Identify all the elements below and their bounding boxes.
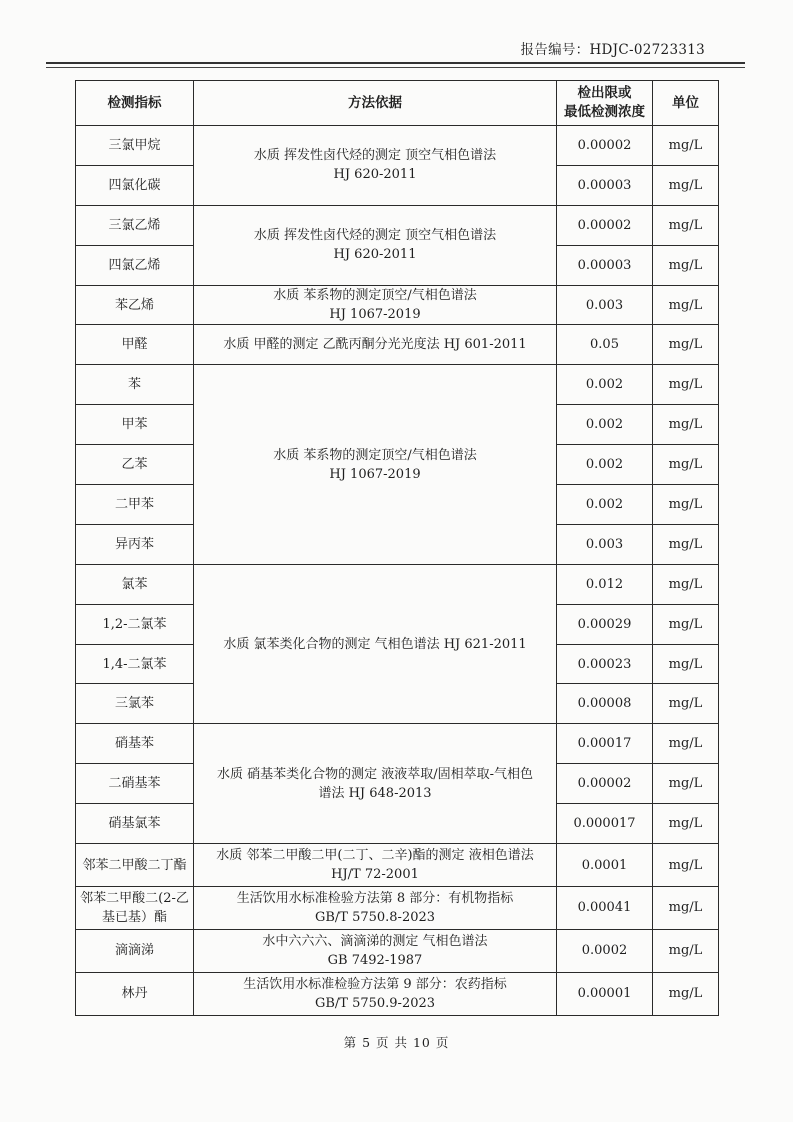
- indicator-cell: 硝基苯: [76, 724, 194, 764]
- indicator-cell: 氯苯: [76, 564, 194, 604]
- method-cell: 水质 苯系物的测定顶空/气相色谱法 HJ 1067-2019: [194, 365, 557, 564]
- method-cell: 生活饮用水标准检验方法第 9 部分：农药指标 GB/T 5750.9-2023: [194, 972, 557, 1015]
- limit-cell: 0.000017: [557, 804, 653, 844]
- table-row: [76, 929, 719, 972]
- unit-cell: mg/L: [653, 604, 719, 644]
- column-header-indicator: 检测指标: [76, 81, 194, 126]
- unit-cell: mg/L: [653, 644, 719, 684]
- page-number: 第 5 页 共 10 页: [343, 1035, 450, 1050]
- unit-cell: mg/L: [653, 886, 719, 929]
- indicator-cell: 苯乙烯: [76, 285, 194, 325]
- unit-cell: mg/L: [653, 485, 719, 525]
- indicator-cell: 甲醛: [76, 325, 194, 365]
- unit-cell: mg/L: [653, 844, 719, 887]
- indicator-cell: 三氯甲烷: [76, 126, 194, 166]
- unit-cell: mg/L: [653, 165, 719, 205]
- limit-cell: 0.002: [557, 405, 653, 445]
- unit-cell: mg/L: [653, 724, 719, 764]
- limit-cell: 0.0002: [557, 929, 653, 972]
- limit-cell: 0.00008: [557, 684, 653, 724]
- unit-cell: mg/L: [653, 564, 719, 604]
- limit-cell: 0.002: [557, 485, 653, 525]
- limit-cell: 0.002: [557, 445, 653, 485]
- table-row: [76, 365, 719, 405]
- limit-cell: 0.003: [557, 524, 653, 564]
- indicator-cell: 乙苯: [76, 445, 194, 485]
- indicator-cell: 二硝基苯: [76, 764, 194, 804]
- method-cell: 水中六六六、滴滴涕的测定 气相色谱法 GB 7492-1987: [194, 929, 557, 972]
- report-number: 报告编号：HDJC-02723313: [520, 42, 705, 58]
- unit-cell: mg/L: [653, 804, 719, 844]
- unit-cell: mg/L: [653, 764, 719, 804]
- unit-cell: mg/L: [653, 684, 719, 724]
- limit-cell: 0.00002: [557, 205, 653, 245]
- limit-cell: 0.002: [557, 365, 653, 405]
- indicator-cell: 1,2-二氯苯: [76, 604, 194, 644]
- indicator-cell: 三氯乙烯: [76, 205, 194, 245]
- method-cell: 水质 挥发性卤代烃的测定 顶空气相色谱法 HJ 620-2011: [194, 126, 557, 206]
- limit-cell: 0.00041: [557, 886, 653, 929]
- limit-cell: 0.00023: [557, 644, 653, 684]
- indicator-cell: 硝基氯苯: [76, 804, 194, 844]
- unit-cell: mg/L: [653, 524, 719, 564]
- column-header-method: 方法依据: [194, 81, 557, 126]
- unit-cell: mg/L: [653, 285, 719, 325]
- limit-cell: 0.0001: [557, 844, 653, 887]
- column-header-limit: 检出限或 最低检测浓度: [557, 81, 653, 126]
- unit-cell: mg/L: [653, 445, 719, 485]
- unit-cell: mg/L: [653, 405, 719, 445]
- unit-cell: mg/L: [653, 972, 719, 1015]
- table-row: [76, 285, 719, 325]
- method-cell: 生活饮用水标准检验方法第 8 部分：有机物指标 GB/T 5750.8-2023: [194, 886, 557, 929]
- indicator-cell: 邻苯二甲酸二丁酯: [76, 844, 194, 887]
- unit-cell: mg/L: [653, 126, 719, 166]
- unit-cell: mg/L: [653, 325, 719, 365]
- indicator-cell: 甲苯: [76, 405, 194, 445]
- indicator-cell: 苯: [76, 365, 194, 405]
- table-row: [76, 886, 719, 929]
- limit-cell: 0.00001: [557, 972, 653, 1015]
- limit-cell: 0.00002: [557, 126, 653, 166]
- table-row: [76, 724, 719, 764]
- indicator-cell: 四氯化碳: [76, 165, 194, 205]
- unit-cell: mg/L: [653, 245, 719, 285]
- indicator-cell: 邻苯二甲酸二(2-乙基已基）酯: [76, 886, 194, 929]
- indicator-cell: 滴滴涕: [76, 929, 194, 972]
- indicator-cell: 林丹: [76, 972, 194, 1015]
- indicator-cell: 三氯苯: [76, 684, 194, 724]
- method-cell: 水质 氯苯类化合物的测定 气相色谱法 HJ 621-2011: [194, 564, 557, 724]
- table-row: [76, 844, 719, 887]
- limit-cell: 0.00003: [557, 165, 653, 205]
- limit-cell: 0.05: [557, 325, 653, 365]
- indicator-cell: 二甲苯: [76, 485, 194, 525]
- table-row: [76, 205, 719, 245]
- table-row: [76, 972, 719, 1015]
- limit-cell: 0.00017: [557, 724, 653, 764]
- method-cell: 水质 硝基苯类化合物的测定 液液萃取/固相萃取-气相色 谱法 HJ 648-2013: [194, 724, 557, 844]
- method-cell: 水质 邻苯二甲酸二甲(二丁、二辛)酯的测定 液相色谱法 HJ/T 72-2001: [194, 844, 557, 887]
- table-header-row: [76, 81, 719, 126]
- unit-cell: mg/L: [653, 205, 719, 245]
- limit-cell: 0.00003: [557, 245, 653, 285]
- limit-cell: 0.00002: [557, 764, 653, 804]
- limit-cell: 0.003: [557, 285, 653, 325]
- limit-cell: 0.00029: [557, 604, 653, 644]
- indicator-cell: 1,4-二氯苯: [76, 644, 194, 684]
- method-cell: 水质 挥发性卤代烃的测定 顶空气相色谱法 HJ 620-2011: [194, 205, 557, 285]
- unit-cell: mg/L: [653, 365, 719, 405]
- method-cell: 水质 甲醛的测定 乙酰丙酮分光光度法 HJ 601-2011: [194, 325, 557, 365]
- indicator-cell: 异丙苯: [76, 524, 194, 564]
- method-cell: 水质 苯系物的测定顶空/气相色谱法 HJ 1067-2019: [194, 285, 557, 325]
- indicator-cell: 四氯乙烯: [76, 245, 194, 285]
- table-row: [76, 564, 719, 604]
- unit-cell: mg/L: [653, 929, 719, 972]
- header-rule-thick: [46, 62, 745, 64]
- column-header-unit: 单位: [653, 81, 719, 126]
- table-row: [76, 126, 719, 166]
- limit-cell: 0.012: [557, 564, 653, 604]
- table-row: [76, 325, 719, 365]
- header-rule-thin: [46, 67, 745, 68]
- results-table: [75, 80, 719, 1016]
